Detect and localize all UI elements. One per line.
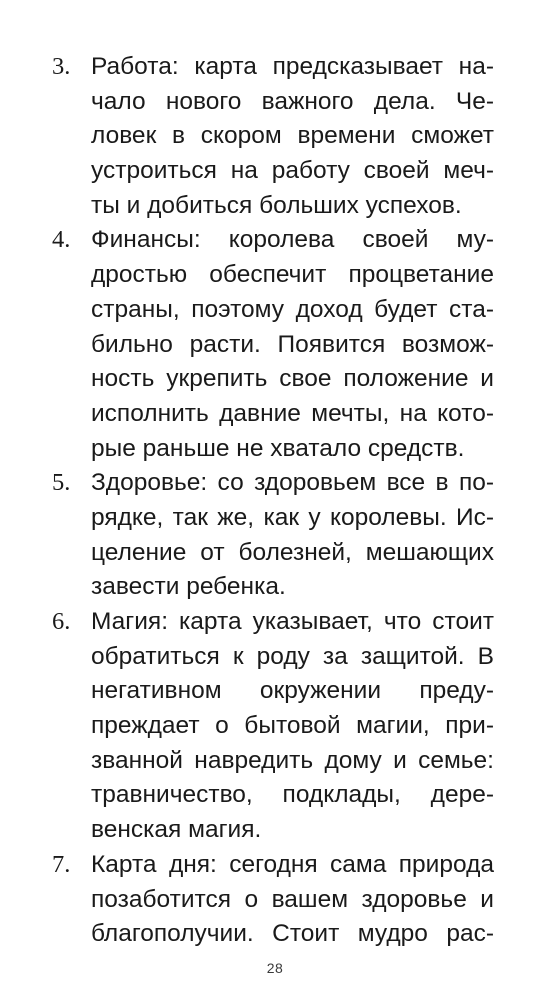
text-line: завести ребенка. — [91, 573, 286, 601]
text-line: позаботится о вашем здоровье и — [91, 885, 494, 913]
text-line: Работа: карта предсказывает на- — [91, 53, 494, 80]
text-line: травничество, подклады, дере- — [91, 781, 494, 809]
list-item-number: 7. — [52, 850, 71, 878]
text-line: негативном окружении преду- — [91, 677, 494, 705]
text-line: ность укрепить свое положение и — [91, 365, 494, 393]
list-item — [52, 223, 494, 466]
numbered-list — [52, 50, 494, 952]
text-line: рые раньше не хватало средств. — [91, 434, 465, 462]
text-line: страны, поэтому доход будет ста- — [91, 295, 494, 323]
text-line: Магия: карта указывает, что стоит — [91, 608, 494, 635]
text-line: обратиться к роду за защитой. В — [91, 642, 494, 670]
list-item-text — [91, 223, 494, 466]
text-line: ты и добиться больших успехов. — [91, 191, 462, 219]
text-line: Финансы: королева своей му- — [91, 226, 494, 254]
text-line: бильно расти. Появится возмож- — [91, 330, 494, 358]
text-line: благополучии. Стоит мудро рас- — [91, 920, 494, 948]
list-item-text — [91, 50, 494, 223]
text-line: чало нового важного дела. Че- — [91, 87, 494, 115]
text-line: венская магия. — [91, 816, 262, 844]
list-item-text — [91, 466, 494, 605]
text-line: званной навредить дому и семье: — [91, 746, 494, 774]
text-line: целение от болезней, мешающих — [91, 538, 494, 566]
text-line: рядке, так же, как у королевы. Ис- — [91, 503, 494, 531]
list-item — [52, 50, 494, 223]
list-item — [52, 466, 494, 605]
list-item-number: 5. — [52, 469, 71, 497]
list-item-number: 3. — [52, 53, 71, 80]
list-item-text — [91, 605, 494, 848]
list-item-number: 4. — [52, 226, 71, 254]
list-item — [52, 848, 494, 952]
text-line: ловек в скором времени сможет — [91, 122, 494, 150]
list-item-text — [91, 848, 494, 952]
text-line: Карта дня: сегодня сама природа — [91, 850, 494, 878]
text-line: дростью обеспечит процветание — [91, 261, 494, 289]
list-item — [52, 605, 494, 848]
text-line: исполнить давние мечты, на кото- — [91, 399, 494, 427]
page-number: 28 — [266, 960, 284, 976]
text-line: устроиться на работу своей меч- — [91, 157, 494, 185]
text-line: преждает о бытовой магии, при- — [91, 712, 494, 740]
text-line: Здоровье: со здоровьем все в по- — [91, 469, 494, 497]
list-item-number: 6. — [52, 608, 71, 635]
